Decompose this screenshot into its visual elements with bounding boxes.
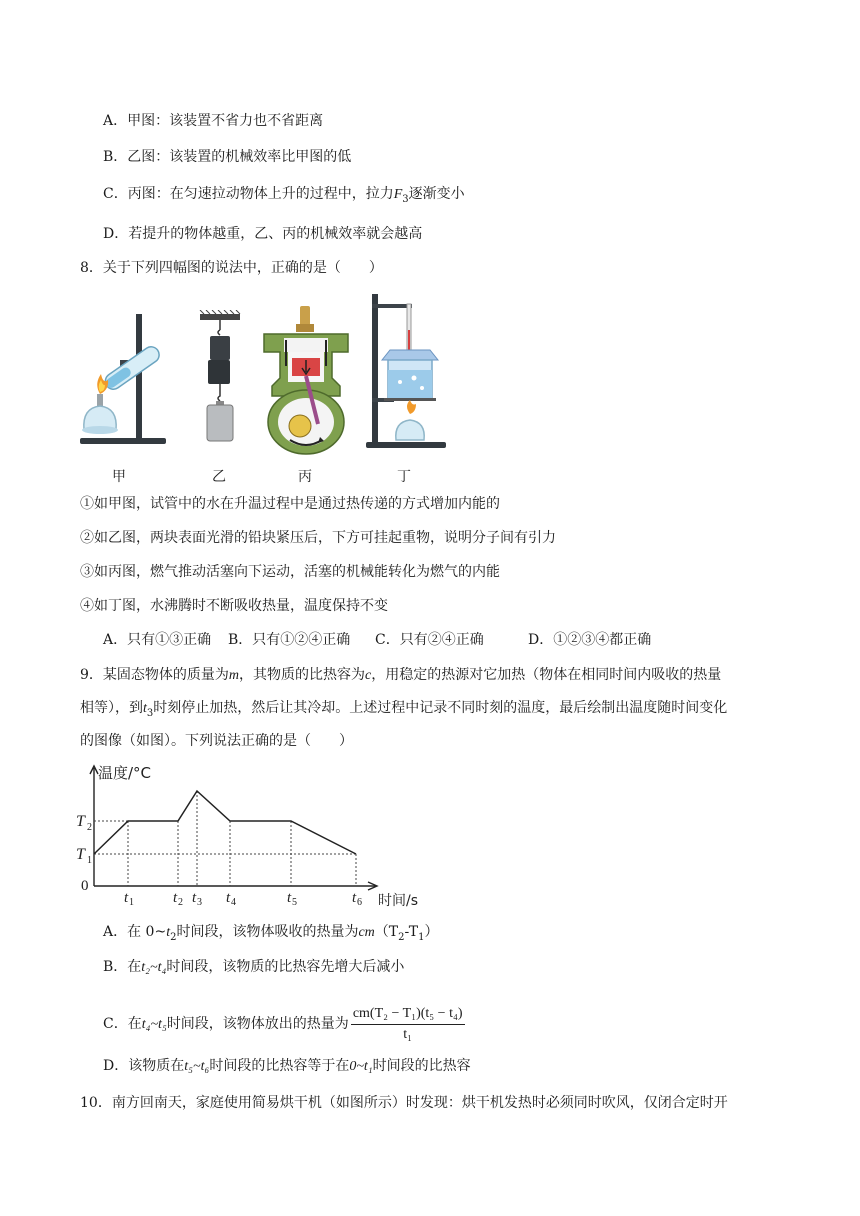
q9-option-a-cm: cm (358, 925, 375, 940)
q8-option-d: D．①②③④都正确 (528, 632, 652, 648)
q9-option-c-post: 时间段，该物体放出的热量为 (166, 1016, 349, 1032)
q7-option-a: A．甲图：该装置不省力也不省距离 (103, 113, 324, 129)
q9-option-a-mid: 时间段，该物体吸收的热量为 (176, 924, 359, 940)
q9-stem-line2 (80, 698, 727, 724)
q9-line2-pre: 相等），到 (80, 700, 143, 716)
svg-text:1: 1 (129, 897, 134, 908)
q8-stem: 8．关于下列四幅图的说法中，正确的是（ ） (80, 260, 383, 276)
temperature-time-chart (72, 762, 432, 912)
q9-option-a-t1sub: 1 (418, 931, 425, 943)
caption-bing: 丙 (298, 469, 312, 485)
x-tick-t1: t (124, 890, 129, 906)
q8-statement-4: ④如丁图，水沸腾时不断吸收热量，温度保持不变 (80, 598, 388, 614)
chart-ylabel: 温度/°C (98, 764, 152, 782)
q9-option-d-post: 时间段的比热容 (372, 1058, 471, 1074)
q9-option-a-end: ） (424, 924, 439, 940)
q9-option-a-tsub: 2 (170, 931, 177, 943)
figure-ding (364, 290, 448, 450)
y-tick-t1: T (76, 846, 85, 863)
x-tick-t6: t (352, 890, 357, 906)
q9-option-d (103, 1056, 471, 1077)
q8-option-c: C．只有②④正确 (375, 632, 484, 648)
q9-option-c-fraction (351, 1005, 465, 1044)
q8-statement-3: ③如丙图，燃气推动活塞向下运动，活塞的机械能转化为燃气的内能 (80, 564, 500, 580)
q9-stem-text1: 9．某固态物体的质量为 (80, 667, 229, 683)
q9-stem-text2: ，其物质的比热容为 (239, 667, 366, 683)
svg-text:5: 5 (292, 897, 297, 908)
q8-option-b: B．只有①②④正确 (228, 632, 351, 648)
q10-stem: 10．南方回南天，家庭使用简易烘干机（如图所示）时发现：烘干机发热时必须同时吹风，仅闭合定时开 (80, 1095, 728, 1111)
svg-text:4: 4 (231, 897, 236, 908)
temperature-curve (94, 791, 356, 854)
x-tick-t3: t (192, 890, 197, 906)
q9-t3-sub: 3 (146, 707, 154, 719)
svg-text:1: 1 (87, 855, 92, 866)
q7-option-c-text: C．丙图：在匀速拉动物体上升的过程中，拉力 (103, 186, 394, 202)
q9-stem-line3: 的图像（如图）。下列说法正确的是（ ） (80, 733, 353, 749)
q8-statement-1: ①如甲图，试管中的水在升温过程中是通过热传递的方式增加内能的 (80, 496, 500, 512)
q9-option-c-range: t₄~t₅ (141, 1017, 167, 1032)
q9-option-a-pre: A．在 0~ (103, 924, 167, 940)
q8-option-a: A．只有①③正确 (103, 632, 212, 648)
caption-jia: 甲 (112, 469, 126, 485)
q8-statement-2: ②如乙图，两块表面光滑的铅块紧压后，下方可挂起重物，说明分子间有引力 (80, 530, 556, 546)
svg-text:2: 2 (178, 897, 183, 908)
q9-option-c-pre: C．在 (103, 1016, 142, 1032)
q9-option-a-dash: -T (404, 924, 419, 940)
q7-option-c-sub: 3 (402, 193, 409, 205)
q9-option-a-post: （T (374, 924, 399, 940)
q9-option-d-mid: 时间段的比热容等于在 (209, 1058, 350, 1074)
y-tick-t2: T (76, 813, 85, 830)
x-tick-t2: t (173, 890, 178, 906)
figure-jia (76, 312, 172, 447)
x-tick-t4: t (226, 890, 231, 906)
q7-option-c (103, 184, 465, 210)
q7-option-d: D．若提升的物体越重，乙、丙的机械效率就会越高 (103, 226, 423, 242)
svg-text:6: 6 (357, 897, 362, 908)
x-tick-t5: t (287, 890, 292, 906)
q9-line2-post: 时刻停止加热，然后让其冷却。上述过程中记录不同时刻的温度，最后绘制出温度随时间变化 (153, 700, 728, 716)
q9-option-b-range: t₂~t₄ (141, 960, 167, 975)
q9-stem-text3: ，用稳定的热源对它加热（物体在相同时间内吸收的热量 (371, 667, 722, 683)
svg-text:3: 3 (197, 897, 202, 908)
svg-text:2: 2 (87, 822, 92, 833)
chart-xlabel: 时间/s (378, 893, 419, 909)
q9-option-c-denominator: t₁ (403, 1026, 413, 1042)
q9-option-b-post: 时间段，该物质的比热容先增大后减小 (166, 959, 405, 975)
figure-yi (196, 310, 244, 450)
caption-ding: 丁 (397, 469, 411, 485)
q9-option-b (103, 957, 404, 978)
q9-option-c-numerator: cm(T₂ − T₁)(t₅ − t₄) (351, 1005, 465, 1025)
origin-label: 0 (81, 878, 89, 894)
q9-option-a-t: t (166, 925, 171, 940)
q9-stem-line1 (80, 665, 721, 686)
q9-option-c (103, 1002, 465, 1047)
q7-option-c-var: F (393, 187, 403, 202)
q7-option-b: B．乙图：该装置的机械效率比甲图的低 (103, 149, 352, 165)
figure-bing (260, 306, 352, 456)
q9-option-b-pre: B．在 (103, 959, 142, 975)
q9-t3-var: t (143, 701, 147, 716)
q9-option-d-pre: D．该物质在 (103, 1058, 185, 1074)
q9-option-a-t2sub: 2 (398, 931, 405, 943)
q9-mass-var: m (228, 668, 240, 683)
q7-option-c-post: 逐渐变小 (408, 186, 465, 202)
q9-heat-capacity-var: c (365, 668, 372, 683)
caption-yi: 乙 (212, 469, 226, 485)
q9-option-d-range2: 0~t₁ (349, 1059, 373, 1074)
q9-option-a (103, 922, 438, 948)
q9-option-d-range1: t₅~t₆ (184, 1059, 210, 1074)
